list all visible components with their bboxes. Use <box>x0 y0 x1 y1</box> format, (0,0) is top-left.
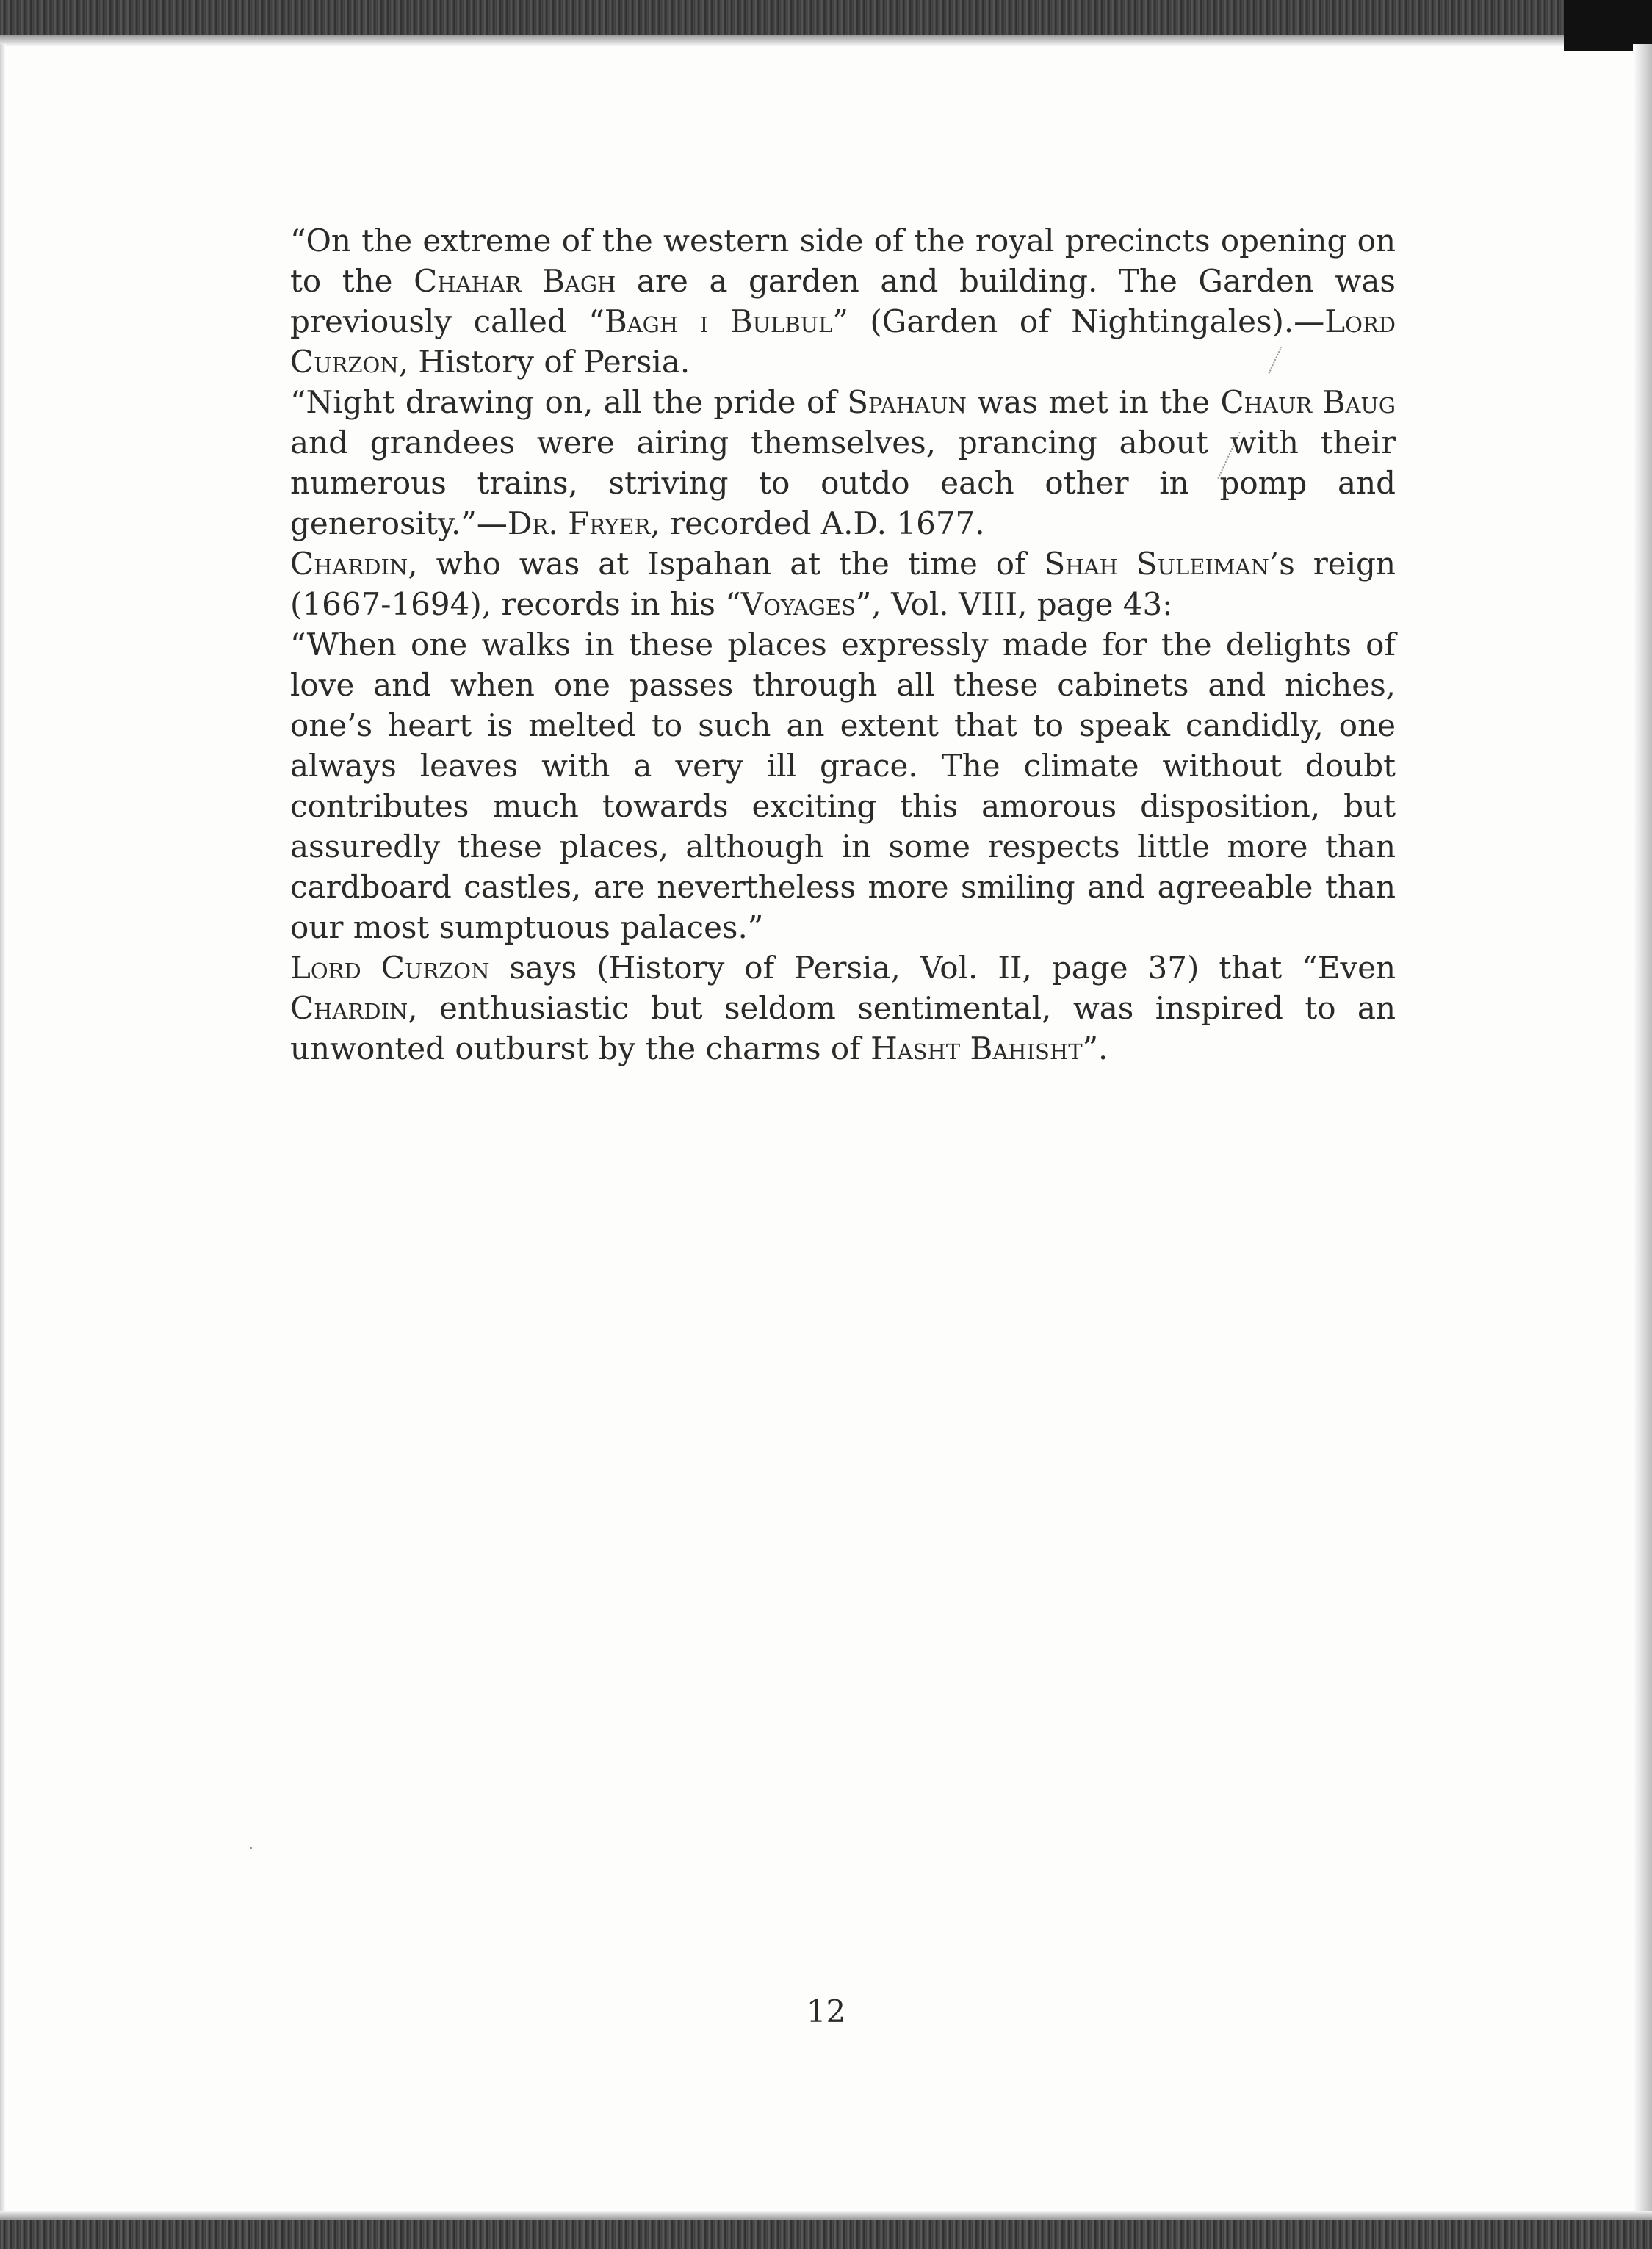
author-name: Chardin <box>290 546 408 582</box>
page-number: 12 <box>806 1993 846 2029</box>
place-name: Hasht Bahisht <box>870 1030 1083 1066</box>
place-name: Chahar Bagh <box>414 263 616 299</box>
curzon-comment-paragraph: Lord Curzon says (History of Persia, Vol. II, page 37) that “Even Chardin, enthusiastic but seldom sentimental, was inspired to an unwonted outburst by the charms of Hasht Bahisht”. <box>290 950 1396 1066</box>
quote-curzon-paragraph: “On the extreme of the western side of the royal precincts opening on to the Chahar Bagh are a garden and building. The Garden was previously called “Bagh i Bulbul” (Garden of Nightingales).—Lord Curzon, History of Persia. <box>290 223 1396 380</box>
chardin-intro-paragraph: Chardin, who was at Ispahan at the time of Shah Suleiman’s reign (1667-1694), records in his “Voyages”, Vol. VIII, page 43: <box>290 546 1396 622</box>
book-title: Voyages <box>740 586 856 622</box>
scan-border-bottom <box>0 2211 1652 2249</box>
author-name: Dr. Fryer <box>507 505 651 541</box>
person-name: Shah Suleiman <box>1044 546 1269 582</box>
author-name: Lord Curzon <box>290 950 490 986</box>
chardin-quote-paragraph: “When one walks in these places expressly made for the delights of love and when one passes through all these cabinets and niches, one’s heart is melted to such an extent that to speak candidly, one always leaves with a very ill grace. The climate without doubt contributes much towards exciting this amorous disposition, but assuredly these places, although in some respects little more than cardboard castles, are nevertheless more smiling and agreeable than our most sumptuous palaces.” <box>290 627 1396 945</box>
scan-border-left <box>0 44 6 2211</box>
author-name: Lord Curzon <box>290 303 1396 380</box>
place-name: Bagh i Bulbul <box>604 303 833 339</box>
author-name: Chardin <box>290 990 408 1026</box>
scan-border-top <box>0 0 1652 46</box>
quote-fryer-paragraph: “Night drawing on, all the pride of Spahaun was met in the Chaur Baug and grandees were airing themselves, prancing about with their numerous trains, striving to outdo each other in pomp and generosity.”—Dr. Fryer, recorded A.D. 1677. <box>290 384 1396 541</box>
text-body <box>290 220 1396 1069</box>
place-name: Chaur Baug <box>1220 384 1396 420</box>
speck-mark: · <box>248 1840 253 1858</box>
place-name: Spahaun <box>847 384 967 420</box>
scan-border-right <box>1633 44 1652 2211</box>
